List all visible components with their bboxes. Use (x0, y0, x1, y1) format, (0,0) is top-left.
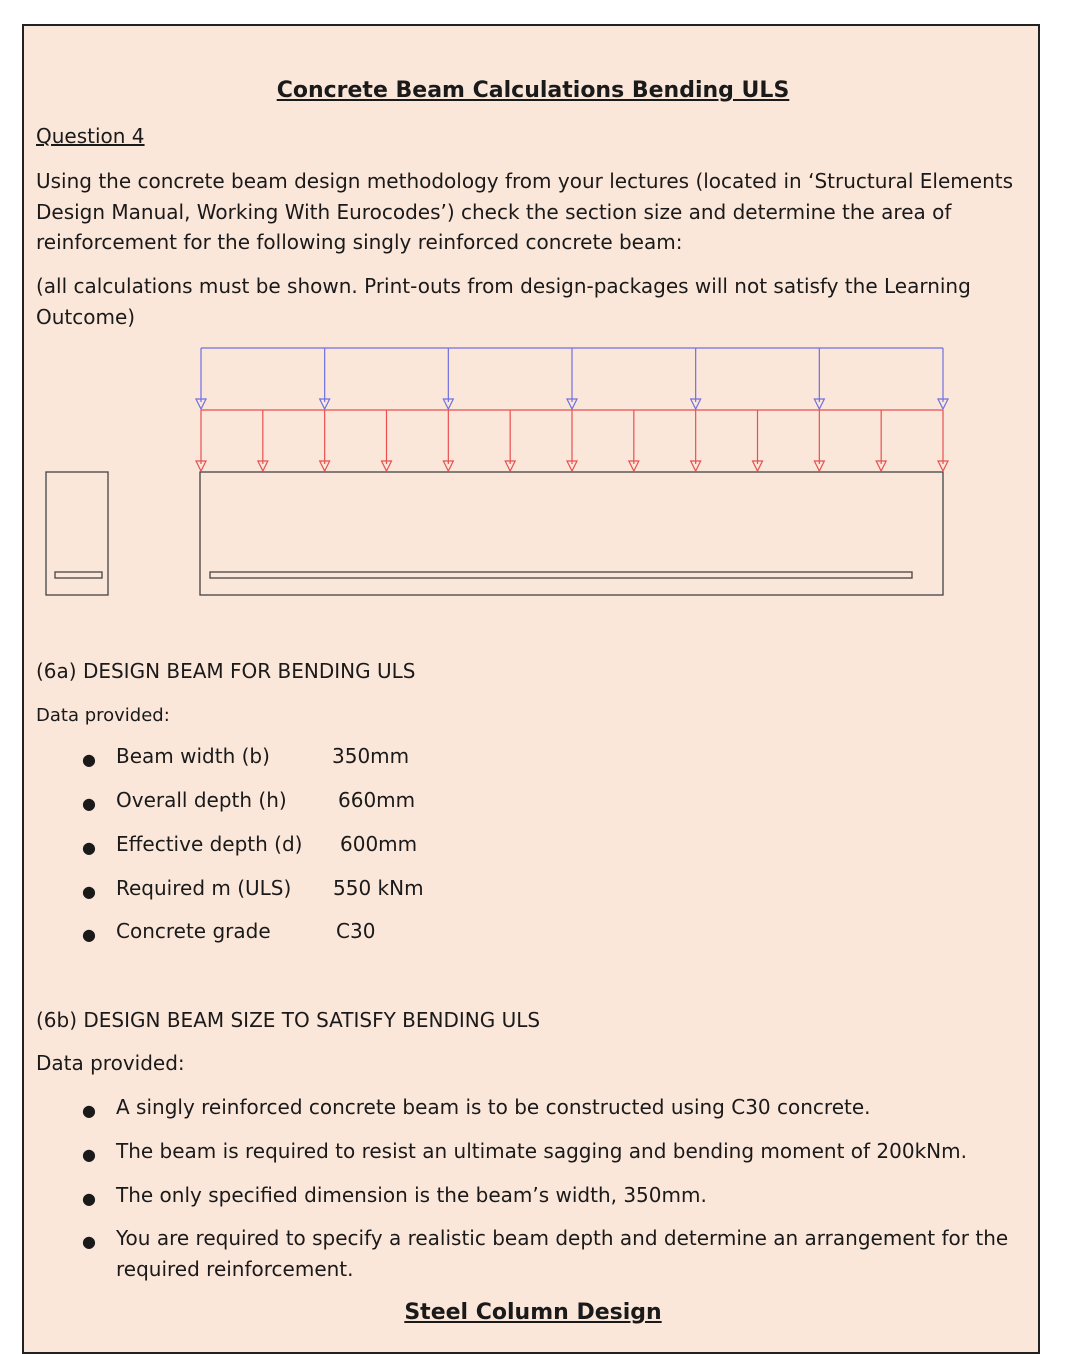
bullet-icon: ● (82, 750, 96, 769)
bullet-icon: ● (82, 1145, 96, 1164)
bullet-icon: ● (82, 925, 96, 944)
load-arrows (196, 348, 948, 471)
section-6a-heading: (6a) DESIGN BEAM FOR BENDING ULS (36, 659, 416, 683)
item-label: Required m (ULS) (116, 876, 292, 900)
cross-section-rebar (55, 572, 102, 578)
item-label: Overall depth (h) (116, 788, 287, 812)
beam-elevation-outline (200, 472, 943, 595)
intro-paragraph: Using the concrete beam design methodology from your lectures (located in ‘Structural Elements Design Manual, Working With Eurocodes’) check the section size and determine the area of reinforcement for the following singly reinforced concrete beam: (36, 169, 1014, 254)
bullet-icon: ● (82, 1101, 96, 1120)
data-provided-label: Data provided: (36, 705, 170, 726)
page-title: Concrete Beam Calculations Bending ULS (276, 78, 790, 103)
bullet-icon: ● (82, 794, 96, 813)
document-panel (22, 24, 1040, 1354)
item-value: 600mm (340, 832, 418, 856)
item-label: Beam width (b) (116, 744, 270, 768)
item-text: A singly reinforced concrete beam is to be constructed using C30 concrete. (116, 1095, 871, 1119)
item-text: You are required to specify a realistic beam depth and determine an arrangement for the required reinforcement. (116, 1226, 1009, 1281)
bullet-icon: ● (82, 1189, 96, 1208)
question-label: Question 4 (36, 124, 145, 148)
beam-rebar (210, 572, 912, 578)
bullet-icon: ● (82, 882, 96, 901)
item-text: The beam is required to resist an ultimate sagging and bending moment of 200kNm. (116, 1139, 967, 1163)
section-6b-heading: (6b) DESIGN BEAM SIZE TO SATISFY BENDING ULS (36, 1008, 541, 1032)
item-label: Effective depth (d) (116, 832, 303, 856)
bullet-icon: ● (82, 838, 96, 857)
item-value: 550 kNm (333, 876, 424, 900)
item-value: C30 (336, 919, 376, 943)
item-value: 660mm (338, 788, 416, 812)
instructions-paragraph: (all calculations must be shown. Print-outs from design-packages will not satisfy the Learning Outcome) (36, 274, 971, 329)
bullet-icon: ● (82, 1232, 96, 1251)
item-label: Concrete grade (116, 919, 271, 943)
data-provided-label: Data provided: (36, 1051, 185, 1075)
item-value: 350mm (332, 744, 410, 768)
item-text: The only specified dimension is the beam’s width, 350mm. (116, 1183, 707, 1207)
beam-diagram (24, 26, 1042, 646)
next-section-heading: Steel Column Design (404, 1300, 662, 1325)
